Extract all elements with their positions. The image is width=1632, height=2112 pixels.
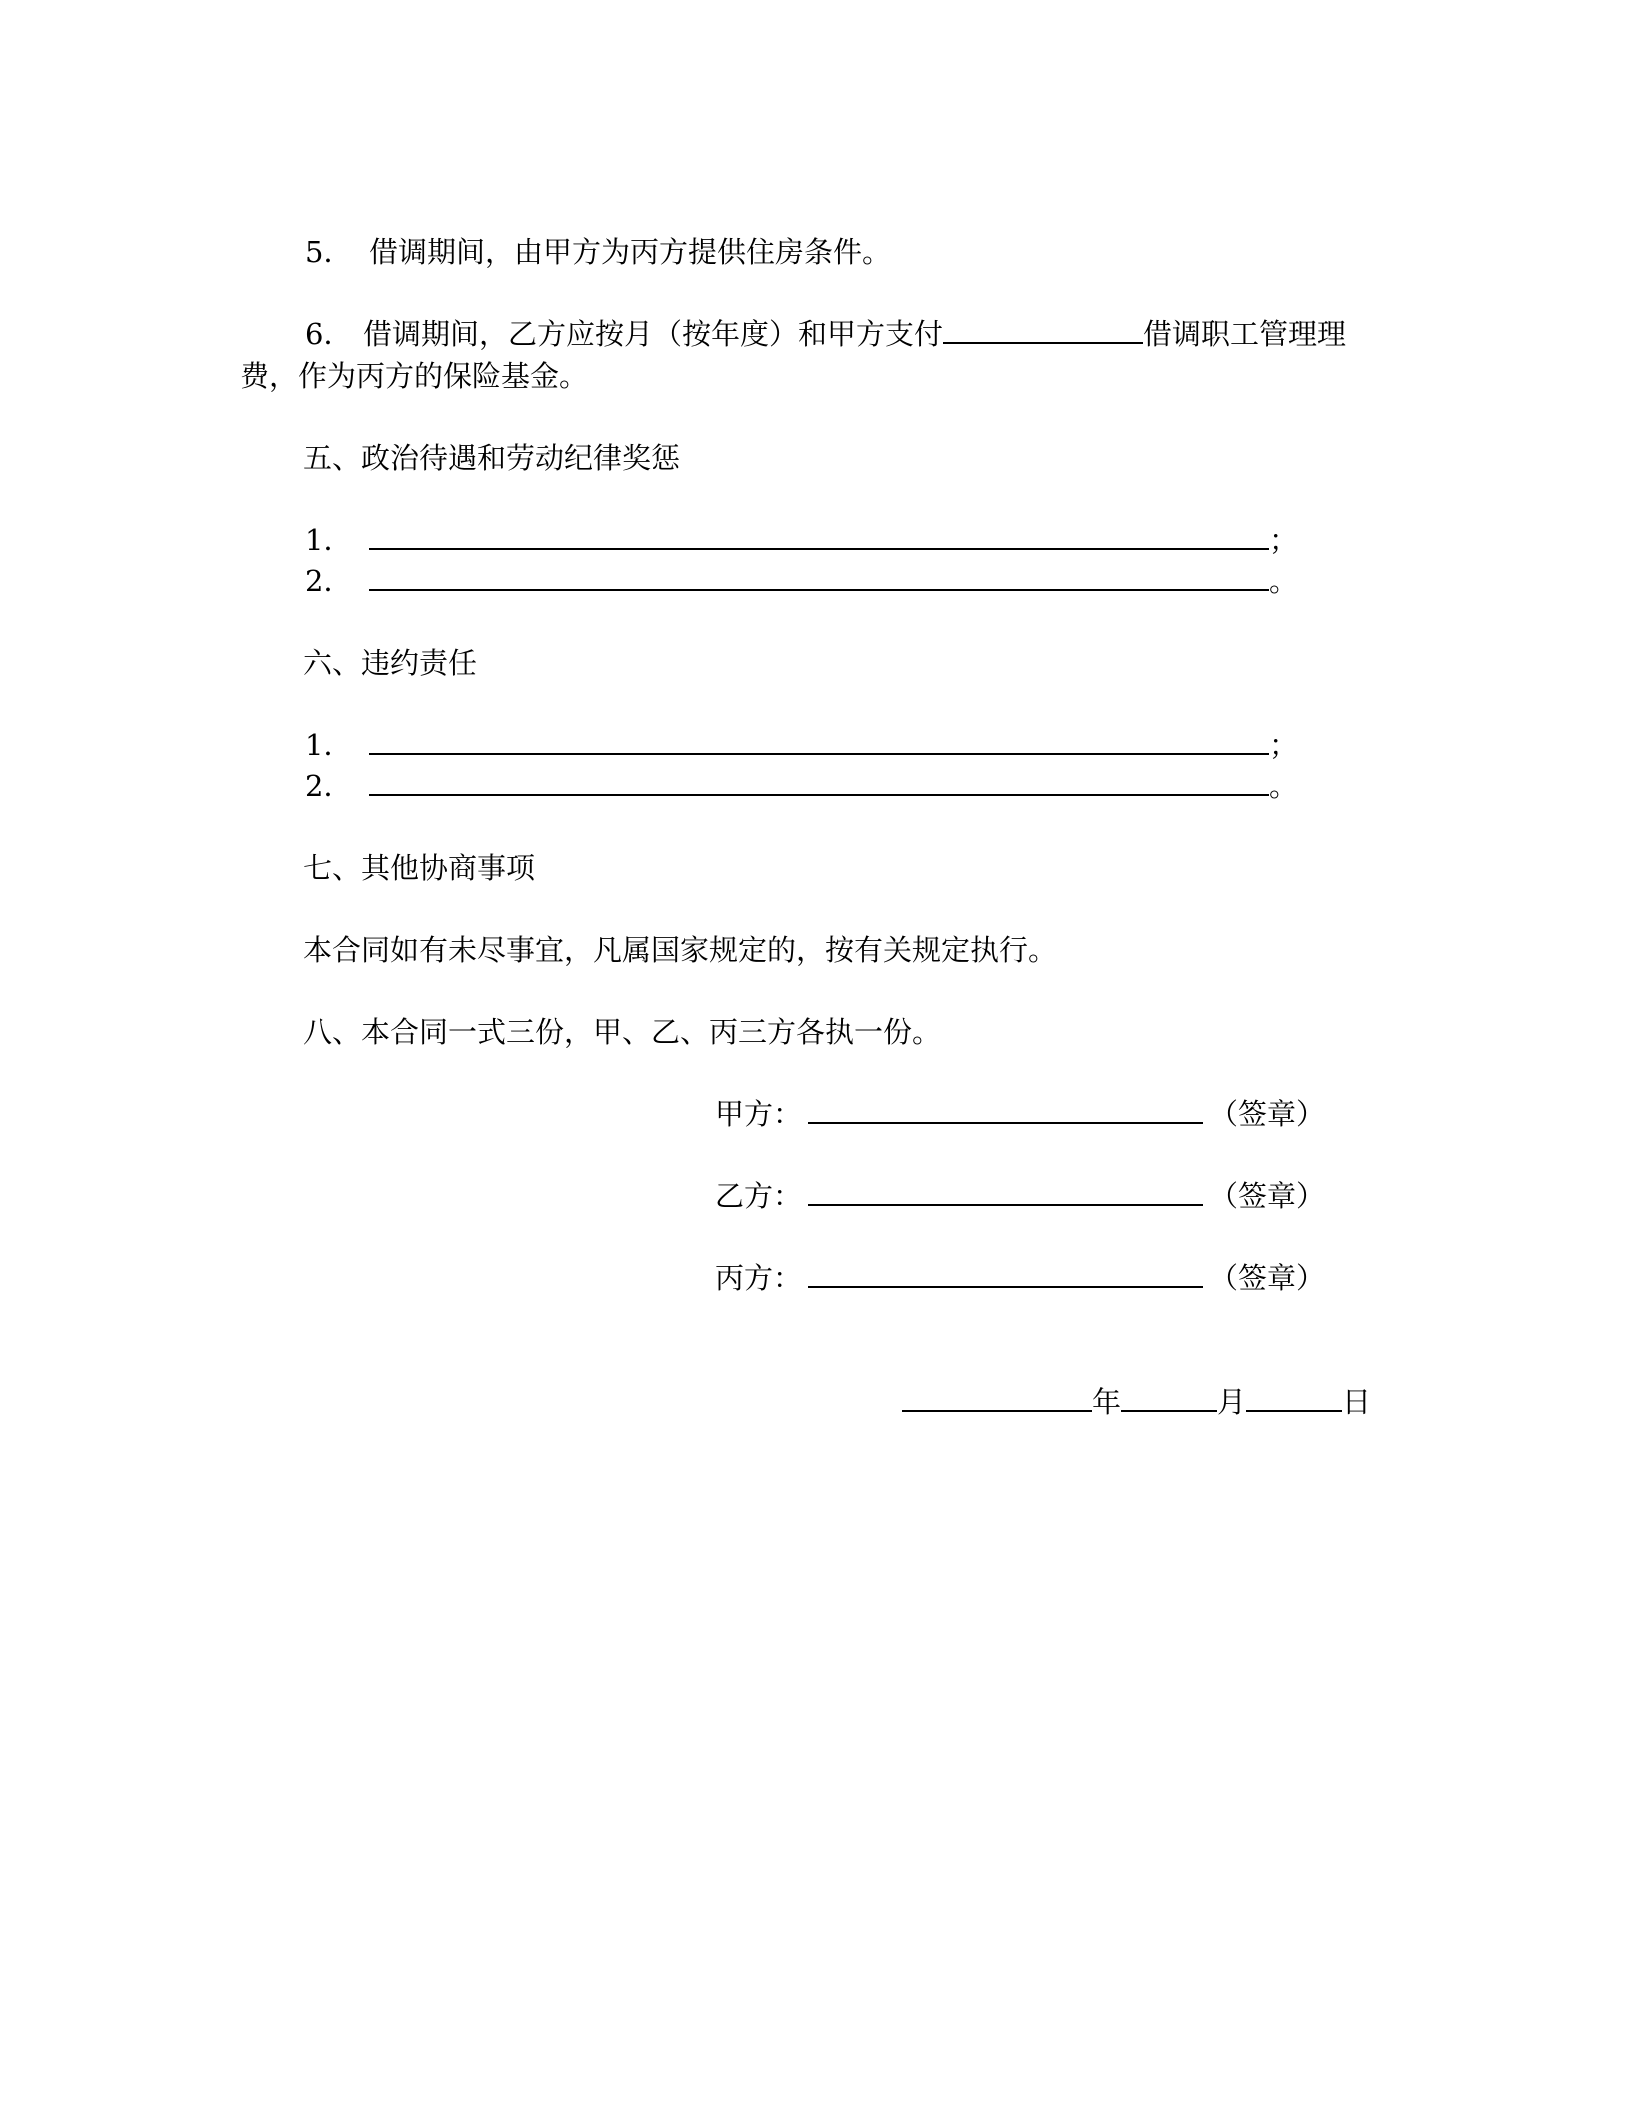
signature-party-a: [715, 1094, 1325, 1134]
section-heading-5: [303, 438, 680, 478]
item-end-mark: ；: [1269, 523, 1299, 557]
section-title: 六、违约责任: [303, 646, 478, 680]
date-line: [902, 1382, 1371, 1422]
year-label: 年: [1092, 1385, 1122, 1419]
fill-blank[interactable]: [369, 725, 1269, 755]
fill-blank[interactable]: [369, 766, 1269, 796]
clause-number: 6．: [305, 317, 353, 351]
section-title: 七、其他协商事项: [303, 851, 536, 885]
item-end-mark: 。: [1269, 769, 1299, 803]
section-title: 八、本合同一式三份，甲、乙、丙三方各执一份。: [303, 1015, 942, 1049]
section-heading-7: [303, 848, 535, 888]
signature-party-b: [715, 1176, 1325, 1216]
item-number: 1．: [305, 523, 353, 557]
day-blank[interactable]: [1246, 1382, 1342, 1412]
section-heading-6: [303, 643, 477, 683]
clause-text-continued: 借调职工管理: [1143, 317, 1318, 351]
fill-blank[interactable]: [369, 520, 1269, 550]
signature-label: 甲方：: [715, 1097, 803, 1131]
signature-blank[interactable]: [808, 1176, 1203, 1206]
day-label: 日: [1342, 1385, 1372, 1419]
item-number: 2．: [305, 564, 353, 598]
section5-item-2: [305, 561, 1298, 601]
section5-item-1: [305, 520, 1298, 560]
fill-blank[interactable]: [369, 561, 1269, 591]
signature-suffix: （签章）: [1209, 1179, 1326, 1213]
section7-body: [303, 930, 1057, 970]
signature-suffix: （签章）: [1209, 1097, 1326, 1131]
clause-text: 费，作为丙方的保险基金。: [240, 359, 589, 393]
clause-item-6: [305, 314, 1346, 354]
item-end-mark: ；: [1269, 728, 1299, 762]
item-number: 1．: [305, 728, 353, 762]
clause-text-tail: 理: [1317, 317, 1347, 351]
signature-blank[interactable]: [808, 1094, 1203, 1124]
signature-label: 乙方：: [715, 1179, 803, 1213]
clause-item-6-continued: [240, 356, 588, 396]
signature-blank[interactable]: [808, 1258, 1203, 1288]
year-blank[interactable]: [902, 1382, 1092, 1412]
clause-text: 借调期间，由甲方为丙方提供住房条件。: [369, 235, 892, 269]
item-number: 2．: [305, 769, 353, 803]
signature-party-c: [715, 1258, 1325, 1298]
fee-blank[interactable]: [943, 314, 1143, 344]
section-title: 五、政治待遇和劳动纪律奖惩: [303, 441, 681, 475]
item-end-mark: 。: [1269, 564, 1299, 598]
clause-number: 5．: [305, 235, 353, 269]
month-blank[interactable]: [1121, 1382, 1217, 1412]
paragraph-text: 本合同如有未尽事宜，凡属国家规定的，按有关规定执行。: [303, 933, 1058, 967]
clause-text: 借调期间，乙方应按月（按年度）和甲方支付: [363, 317, 944, 351]
signature-label: 丙方：: [715, 1261, 803, 1295]
section6-item-1: [305, 725, 1298, 765]
clause-item-5: [305, 232, 891, 272]
month-label: 月: [1217, 1385, 1247, 1419]
signature-suffix: （签章）: [1209, 1261, 1326, 1295]
section-heading-8: [303, 1012, 941, 1052]
section6-item-2: [305, 766, 1298, 806]
